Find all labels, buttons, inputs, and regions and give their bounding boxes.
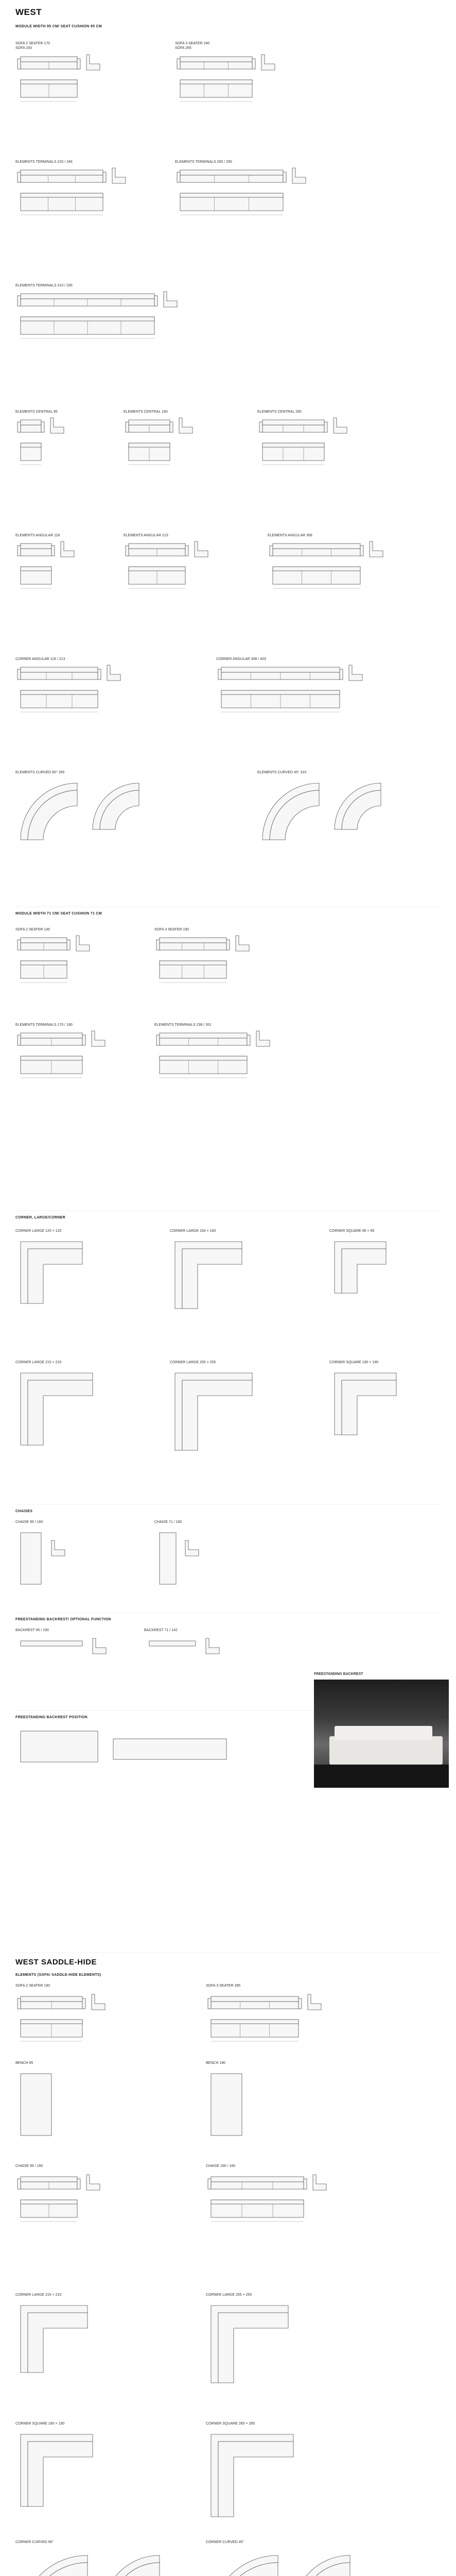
caption: CORNER LARGE 255 × 255 <box>170 1361 216 1364</box>
sofa-back-top <box>221 690 340 694</box>
sofa-arm <box>77 2179 80 2189</box>
sofa-back-top <box>180 80 252 84</box>
sofa-arm <box>259 422 262 432</box>
sofa-back <box>21 2177 77 2182</box>
section-title-saddle: WEST SADDLE-HIDE <box>15 1958 97 1967</box>
side-profile <box>107 665 120 681</box>
caption: CHAISE 190 / 160 <box>206 2164 236 2168</box>
sofa-seat <box>21 425 41 432</box>
side-profile <box>164 292 177 307</box>
side-profile <box>86 2175 100 2190</box>
sofa-arm <box>177 59 180 69</box>
caption: ELEMENTS CURVED 45° 310 <box>257 771 307 774</box>
sofa-arm <box>185 546 188 556</box>
sofa-back <box>180 170 283 175</box>
caption: CORNER SQUARE 190 × 190 <box>15 2422 65 2426</box>
sofa-back <box>211 2177 304 2182</box>
sofa-back <box>21 544 51 549</box>
caption: BENCH 190 <box>206 2061 226 2065</box>
bench-top <box>211 2074 242 2136</box>
sofa-arm <box>17 172 21 182</box>
side-profile <box>92 1031 105 1046</box>
sofa-back <box>21 420 41 425</box>
side-profile <box>76 936 90 951</box>
sofa-arm <box>17 422 21 432</box>
caption: SOFA 3 SEATER 190 <box>154 928 189 931</box>
product-photo <box>314 1680 449 1788</box>
caption: ELEMENTS TERMINALS 238 / 261 <box>154 1023 212 1027</box>
sofa-back <box>262 420 324 425</box>
sofa-back <box>21 667 98 672</box>
sofa-arm <box>283 172 286 182</box>
sofa-back-top <box>21 961 67 965</box>
side-profile <box>256 1031 270 1046</box>
caption: ELEMENTS TERMINALS 265 / 290 <box>175 160 232 164</box>
caption: BENCH 95 <box>15 2061 33 2065</box>
caption: ELEMENTS ANGULAR 308 <box>268 534 312 537</box>
side-profile <box>61 541 74 557</box>
side-profile <box>112 168 126 183</box>
subsection-freestanding: FREESTANDING BACKREST POSITION <box>15 1716 87 1719</box>
side-profile <box>206 1638 219 1654</box>
corner-seat <box>28 1380 93 1445</box>
sofa-arm <box>51 546 55 556</box>
sofa-seat <box>21 175 103 182</box>
side-profile <box>195 541 208 557</box>
chaise <box>21 1533 41 1584</box>
sofa-arm <box>17 1998 21 2009</box>
corner-seat <box>182 1380 252 1450</box>
sofa-arm <box>170 422 173 432</box>
subsection-saddle: ELEMENTS (SOFA/ SADDLE-HIDE ELEMENTS) <box>15 1973 101 1977</box>
sofa-seat <box>262 425 324 432</box>
curved-seat <box>342 790 381 829</box>
sofa-arm <box>154 296 157 306</box>
caption: CORNER SQUARE 285 × 285 <box>206 2422 255 2426</box>
side-profile <box>179 418 192 433</box>
sofa-seat <box>160 943 226 950</box>
sofa-back-top <box>211 2200 304 2204</box>
corner-seat <box>28 2313 87 2372</box>
sofa-back-top <box>21 2020 82 2024</box>
caption: CORNER ANGULAR 308 / 403 <box>216 657 266 661</box>
sofa-seat <box>211 2182 304 2189</box>
sofa-back <box>273 544 360 549</box>
sofa-arm <box>304 2179 307 2189</box>
side-profile <box>51 1540 65 1556</box>
sofa-arm <box>17 59 21 69</box>
sofa-arm <box>17 296 21 306</box>
sofa-arm <box>17 669 21 680</box>
subsection-backrests: FREESTANDING BACKREST/ OPTIONAL FUNCTION <box>15 1618 111 1621</box>
sofa-back-top <box>21 567 51 571</box>
side-profile <box>236 936 249 951</box>
sofa-back <box>160 938 226 943</box>
caption: CORNER LARGE 120 × 120 <box>15 1229 62 1233</box>
side-profile <box>292 168 306 183</box>
sofa-arm <box>252 59 255 69</box>
sofa-seat <box>211 2002 299 2009</box>
caption: SOFA 265 <box>175 46 191 50</box>
curved-seat <box>28 790 77 840</box>
sofa-back-top <box>21 193 103 197</box>
sofa-arm <box>340 669 343 680</box>
sofa-arm <box>156 1035 160 1045</box>
caption: CORNER CURVED 45° <box>206 2540 244 2544</box>
curved-seat <box>270 790 319 840</box>
sofa-seat <box>180 175 283 182</box>
sofa-back <box>21 57 77 62</box>
sofa-arm <box>156 940 160 950</box>
sofa-back <box>180 57 252 62</box>
caption: ELEMENTS TERMINALS 170 / 190 <box>15 1023 73 1027</box>
side-profile <box>308 1994 321 2010</box>
sofa-arm <box>360 546 363 556</box>
caption: ELEMENTS ANGULAR 118 <box>15 534 60 537</box>
caption: ELEMENTS CENTRAL 95 <box>15 410 58 414</box>
sofa-back-top <box>21 80 77 84</box>
subsection-corners: CORNER, LARGE/CORNER <box>15 1216 66 1219</box>
sofa-back <box>129 544 185 549</box>
sofa-arm <box>41 422 44 432</box>
sofa-back-top <box>211 2020 299 2024</box>
caption: CHAISE 71 / 160 <box>154 1520 182 1524</box>
sofa-arm <box>67 940 70 950</box>
sofa-arm <box>103 172 106 182</box>
sofa-back-top <box>160 961 226 965</box>
caption: CORNER ANGULAR 118 / 213 <box>15 657 65 661</box>
sofa-back <box>160 1033 247 1038</box>
sofa-seat <box>160 1038 247 1045</box>
caption: CHAISE 95 / 160 <box>15 2164 43 2168</box>
caption: CORNER LARGE 160 × 160 <box>170 1229 216 1233</box>
caption: ELEMENTS TERMINALS 310 / 335 <box>15 284 73 287</box>
side-profile <box>185 1540 199 1556</box>
sofa-back-top <box>273 567 360 571</box>
sofa-arm <box>82 1035 85 1045</box>
chaise <box>160 1533 176 1584</box>
sofa-arm <box>208 1998 211 2009</box>
sofa-arm <box>299 1998 302 2009</box>
sofa-arm <box>218 669 221 680</box>
caption: CORNER LARGE 215 × 215 <box>15 2293 62 2297</box>
side-profile <box>313 2175 326 2190</box>
sofa-arm <box>324 422 327 432</box>
sofa-arm <box>17 1035 21 1045</box>
caption: CORNER LARGE 215 × 215 <box>15 1361 62 1364</box>
corner-seat <box>342 1380 396 1435</box>
caption: CORNER CURVED 90° <box>15 2540 54 2544</box>
photo-label: FREESTANDING BACKREST <box>314 1672 363 1676</box>
sofa-back <box>21 170 103 175</box>
sofa-arm <box>82 1998 85 2009</box>
subsection-chaises: CHAISES <box>15 1510 33 1513</box>
subsection-module-95: MODULE WIDTH 95 CM/ SEAT CUSHION 95 CM <box>15 25 102 28</box>
caption: ELEMENTS CURVED 90° 265 <box>15 771 65 774</box>
sofa-seat <box>273 549 360 556</box>
sofa-arm <box>17 2179 21 2189</box>
sofa-back <box>129 420 170 425</box>
sofa-back-top <box>129 567 185 571</box>
sofa-seat <box>21 672 98 680</box>
caption: ELEMENTS ANGULAR 213 <box>124 534 168 537</box>
sofa-back <box>21 294 154 299</box>
side-profile <box>349 665 362 681</box>
corner-seat <box>182 1249 242 1309</box>
caption: ELEMENTS TERMINALS 220 / 246 <box>15 160 73 164</box>
sofa-back-top <box>21 690 98 694</box>
sofa-arm <box>247 1035 250 1045</box>
caption: SOFA 3 SEATER 240 <box>175 42 210 45</box>
sofa-arm <box>208 2179 211 2189</box>
sofa-arm <box>270 546 273 556</box>
caption: SOFA 3 SEATER 285 <box>206 1984 241 1988</box>
sofa-back <box>21 1033 82 1038</box>
corner-seat <box>28 2442 93 2506</box>
sofa-arm <box>177 172 180 182</box>
caption: CHAISE 95 / 160 <box>15 1520 43 1524</box>
corner-seat <box>218 2313 288 2383</box>
sofa-seat <box>180 62 252 69</box>
caption: BACKREST 95 / 190 <box>15 1629 49 1632</box>
side-profile <box>86 55 100 70</box>
sofa-back-top <box>21 317 154 321</box>
sofa-arm <box>77 59 80 69</box>
corner-seat <box>218 2442 293 2517</box>
corner-seat <box>28 1249 82 1303</box>
corner-seat <box>342 1249 386 1293</box>
sofa-back-top <box>21 2200 77 2204</box>
sofa-back <box>211 1996 299 2002</box>
sofa-arm <box>126 546 129 556</box>
sofa-back-top <box>262 443 324 447</box>
subsection-module-71: MODULE WIDTH 71 CM/ SEAT CUSHION 71 CM <box>15 912 102 916</box>
sofa-back <box>21 938 67 943</box>
sofa-seat <box>21 549 51 556</box>
caption: CORNER SQUARE 95 × 95 <box>329 1229 375 1233</box>
caption: ELEMENTS CENTRAL 190 <box>124 410 168 414</box>
sofa-back-top <box>129 443 170 447</box>
sofa-arm <box>126 422 129 432</box>
side-profile <box>92 1994 105 2010</box>
side-profile <box>93 1638 106 1654</box>
sofa-arm <box>226 940 230 950</box>
sofa-arm <box>17 546 21 556</box>
side-profile <box>261 55 275 70</box>
sofa-back-top <box>160 1056 247 1060</box>
backrest <box>21 1641 82 1646</box>
caption: CORNER SQUARE 190 × 190 <box>329 1361 379 1364</box>
side-profile <box>334 418 347 433</box>
sofa-back-top <box>21 1056 82 1060</box>
sofa-back-top <box>21 443 41 447</box>
position-diagram <box>21 1731 98 1762</box>
sofa-arm <box>17 940 21 950</box>
section-title-west: WEST <box>15 7 42 17</box>
sofa-back <box>21 1996 82 2002</box>
sofa-back <box>221 667 340 672</box>
caption: SOFA 2 SEATER 145 <box>15 928 50 931</box>
caption: ELEMENTS CENTRAL 285 <box>257 410 302 414</box>
side-profile <box>370 541 383 557</box>
sofa-back-top <box>180 193 283 197</box>
caption: CORNER LARGE 255 × 255 <box>206 2293 252 2297</box>
caption: BACKREST 71 / 142 <box>144 1629 178 1632</box>
bench-top <box>21 2074 51 2136</box>
side-profile <box>50 418 64 433</box>
caption: SOFA 2 SEATER 190 <box>15 1984 50 1988</box>
sofa-arm <box>98 669 101 680</box>
caption: SOFA 193 <box>15 46 32 50</box>
backrest <box>149 1641 196 1646</box>
curved-seat <box>100 790 139 829</box>
caption: SOFA 2 SEATER 170 <box>15 42 50 45</box>
position-diagram <box>113 1739 226 1759</box>
